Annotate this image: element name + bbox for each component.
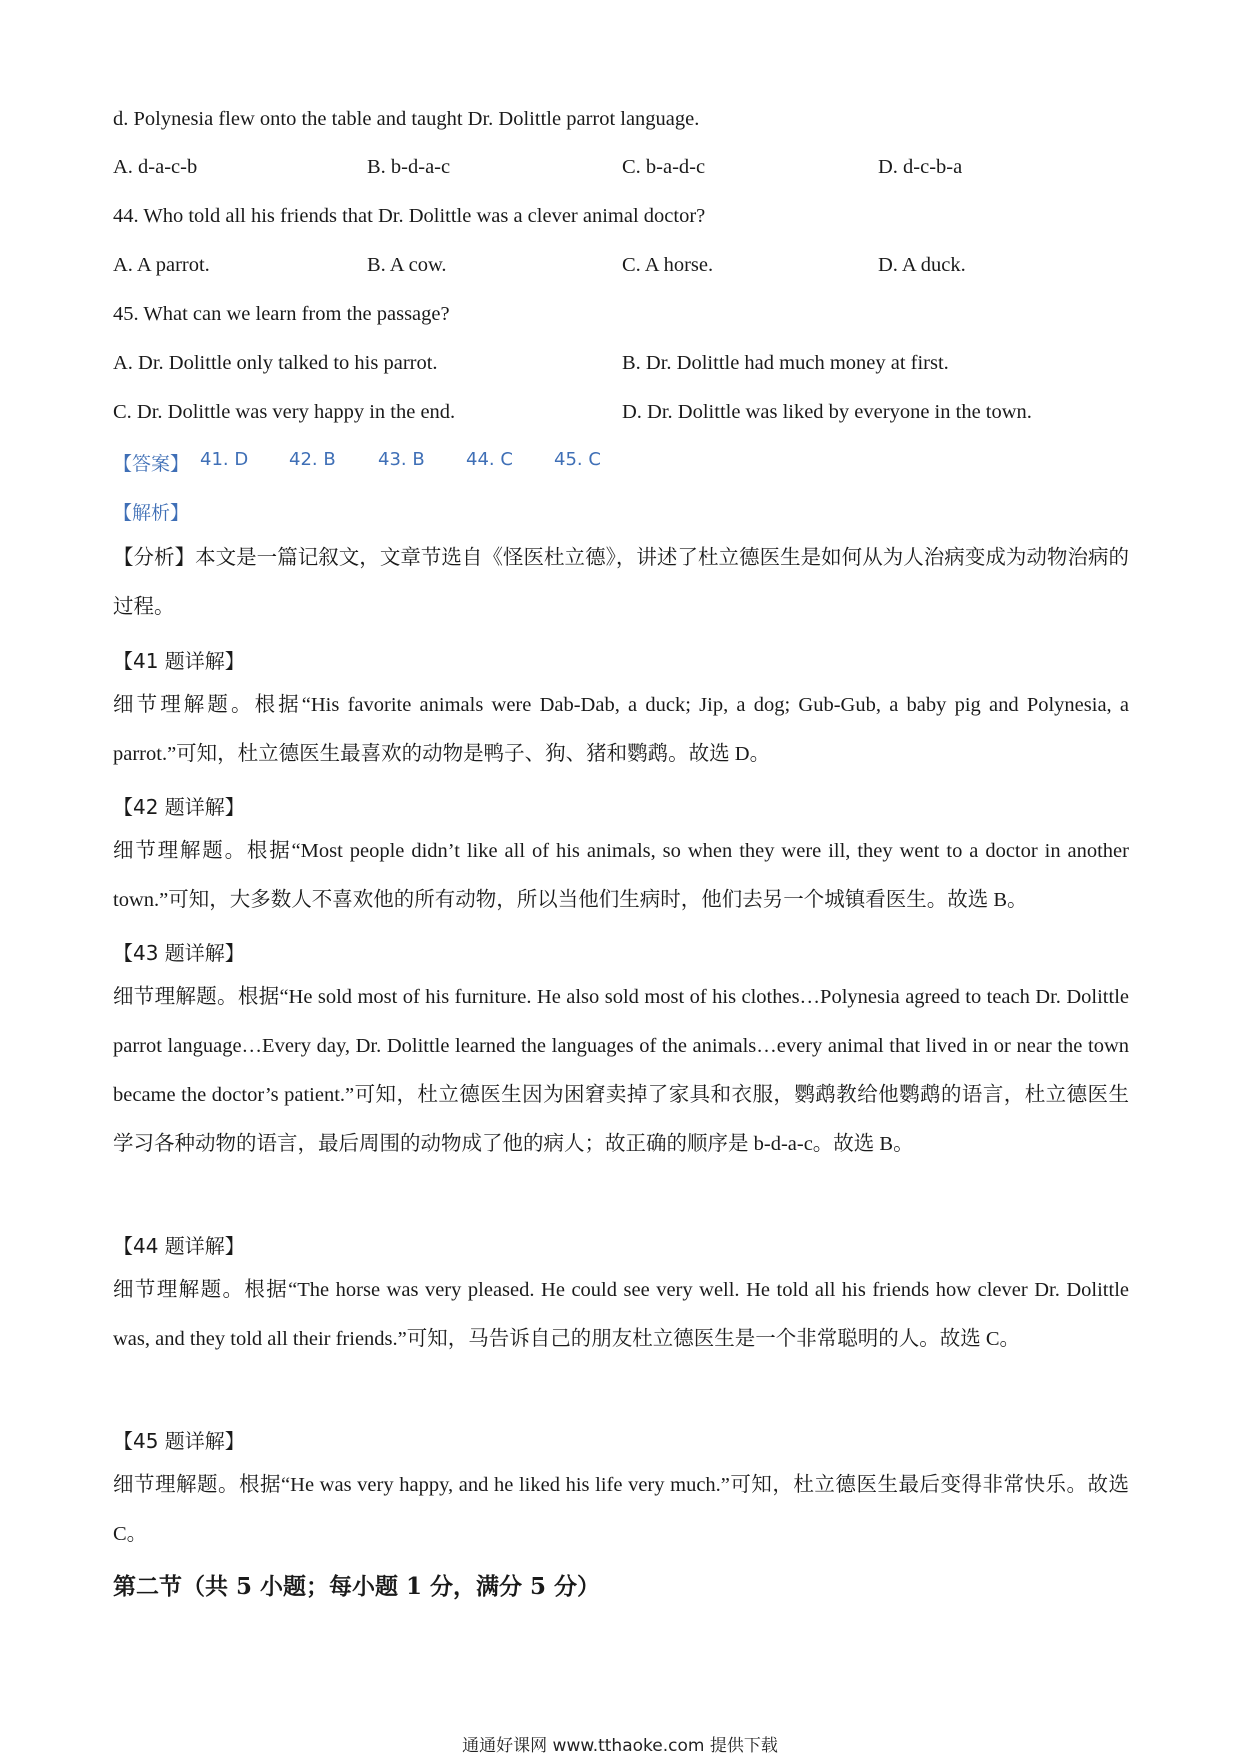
answer-43: 43. B [378,449,425,470]
analysis-label: 【解析】 [113,502,190,524]
q45-option-c: C. Dr. Dolittle was very happy in the end. [113,401,456,423]
q45-option-b: B. Dr. Dolittle had much money at first. [622,352,949,374]
detail-44-heading: 【44 题详解】 [113,1234,245,1258]
question-44: 44. Who told all his friends that Dr. Dolittle was a clever animal doctor? [113,205,706,227]
detail-43-text: 细节理解题。根据“He sold most of his furniture. He also sold most of his clothes…Polynesia agreed to teach Dr. Dolittle parrot language…Every day, Dr. Dolittle learned the languages of the animals…every animal that lived in or near the town became the doctor’s patient.”可知，杜立德医生因为困窘卖掉了家具和衣服，鹦鹉教给他鹦鹉的语言，杜立德医生学习各种动物的语言，最后周围的动物成了他的病人；故正确的顺序是 b-d-a-c。故选 B。 [113,986,1129,1155]
analysis-summary: 【分析】本文是一篇记叙文，文章节选自《怪医杜立德》，讲述了杜立德医生是如何从为人治病变成为动物治病的过程。 [113,547,1129,618]
page-footer: 通通好课网 www.tthaoke.com 提供下载 [462,1736,778,1756]
answer-44: 44. C [466,449,513,470]
q43-option-d: D. d-c-b-a [878,156,963,178]
answer-41: 41. D [200,449,249,470]
question-45: 45. What can we learn from the passage? [113,303,450,325]
q43-option-c: C. b-a-d-c [622,156,706,178]
answer-42: 42. B [289,449,336,470]
detail-45-heading: 【45 题详解】 [113,1429,245,1453]
q44-option-a: A. A parrot. [113,254,210,276]
q45-option-a: A. Dr. Dolittle only talked to his parrot. [113,352,438,374]
q45-option-d: D. Dr. Dolittle was liked by everyone in the town. [622,401,1032,423]
section-heading: 第二节（共 5 小题；每小题 1 分，满分 5 分） [113,1573,601,1600]
detail-44-text: 细节理解题。根据“The horse was very pleased. He could see very well. He told all his friends how clever Dr. Dolittle was, and they told all their friends.”可知，马告诉自己的朋友杜立德医生是一个非常聪明的人。故选 C。 [113,1279,1129,1350]
question-43-item-d: d. Polynesia flew onto the table and taught Dr. Dolittle parrot language. [113,108,700,130]
detail-42-heading: 【42 题详解】 [113,795,245,819]
q43-option-b: B. b-d-a-c [367,156,451,178]
q43-option-a: A. d-a-c-b [113,156,198,178]
detail-43-heading: 【43 题详解】 [113,941,245,965]
detail-45-text: 细节理解题。根据“He was very happy, and he liked his life very much.”可知，杜立德医生最后变得非常快乐。故选 C。 [113,1474,1129,1545]
q44-option-c: C. A horse. [622,254,714,276]
detail-41-text: 细节理解题。根据“His favorite animals were Dab-Dab, a duck; Jip, a dog; Gub-Gub, a baby pig and Polynesia, a parrot.”可知，杜立德医生最喜欢的动物是鸭子、狗、猪和鹦鹉。故选 D。 [113,694,1129,765]
detail-42-text: 细节理解题。根据“Most people didn’t like all of his animals, so when they were ill, they went to a doctor in another town.”可知，大多数人不喜欢他的所有动物，所以当他们生病时，他们去另一个城镇看医生。故选 B。 [113,840,1129,911]
q44-option-d: D. A duck. [878,254,966,276]
q44-option-b: B. A cow. [367,254,447,276]
answer-label: 【答案】 [113,453,190,475]
detail-41-heading: 【41 题详解】 [113,649,245,673]
answer-45: 45. C [554,449,601,470]
